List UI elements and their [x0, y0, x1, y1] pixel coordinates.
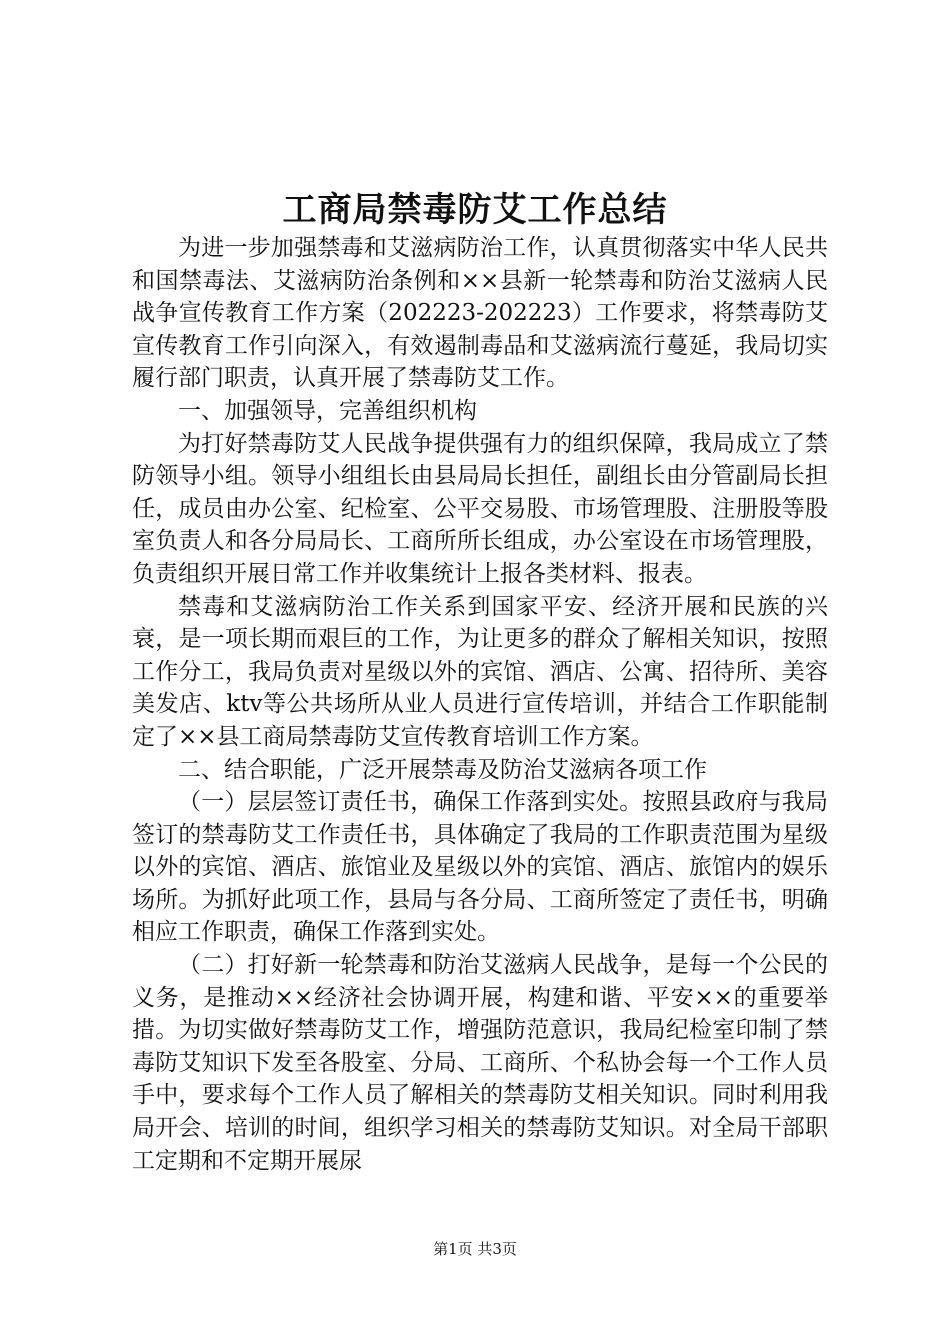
document-title: 工商局禁毒防艾工作总结: [282, 190, 668, 230]
paragraph-training-scope: 禁毒和艾滋病防治工作关系到国家平安、经济开展和民族的兴衰，是一项长期而艰巨的工作，为让更多的群众了解相关知识，按照工作分工，我局负责对星级以外的宾馆、酒店、公寓、招待所、美容美发店、ktv等公共场所从业人员进行宣传培训，并结合工作职能制定了××县工商局禁毒防艾宣传教育培训工作方案。: [132, 593, 828, 750]
section-heading-1: 一、加强领导，完善组织机构: [178, 397, 477, 424]
section-heading-2: 二、结合职能，广泛开展禁毒及防治艾滋病各项工作: [178, 756, 707, 783]
paragraph-organization: 为打好禁毒防艾人民战争提供强有力的组织保障，我局成立了禁防领导小组。领导小组组长由县局局长担任，副组长由分管副局长担任，成员由办公室、纪检室、公平交易股、市场管理股、注册股等股室负责人和各分局局长、工商所所长组成，办公室设在市场管理股，负责组织开展日常工作并收集统计上报各类材料、报表。: [132, 430, 828, 587]
paragraph-responsibility: （一）层层签订责任书，确保工作落到实处。按照县政府与我局签订的禁毒防艾工作责任书，具体确定了我局的工作职责范围为星级以外的宾馆、酒店、旅馆业及星级以外的宾馆、酒店、旅馆内的娱乐场所。为抓好此项工作，县局与各分局、工商所签定了责任书，明确相应工作职责，确保工作落到实处。: [132, 789, 828, 946]
paragraph-campaign: （二）打好新一轮禁毒和防治艾滋病人民战争，是每一个公民的义务，是推动××经济社会协调开展，构建和谐、平安××的重要举措。为切实做好禁毒防艾工作，增强防范意识，我局纪检室印制了禁毒防艾知识下发至各股室、分局、工商所、个私协会每一个工作人员手中，要求每个工作人员了解相关的禁毒防艾相关知识。同时利用我局开会、培训的时间，组织学习相关的禁毒防艾知识。对全局干部职工定期和不定期开展尿: [132, 952, 828, 1174]
paragraph-intro: 为进一步加强禁毒和艾滋病防治工作，认真贯彻落实中华人民共和国禁毒法、艾滋病防治条例和××县新一轮禁毒和防治艾滋病人民战争宣传教育工作方案（202223-202223）工作要求，将禁毒防艾宣传教育工作引向深入，有效遏制毒品和艾滋病流行蔓延，我局切实履行部门职责，认真开展了禁毒防艾工作。: [132, 235, 828, 392]
document-body: [132, 232, 828, 1177]
page-footer: 第1页 共3页: [433, 1240, 517, 1258]
